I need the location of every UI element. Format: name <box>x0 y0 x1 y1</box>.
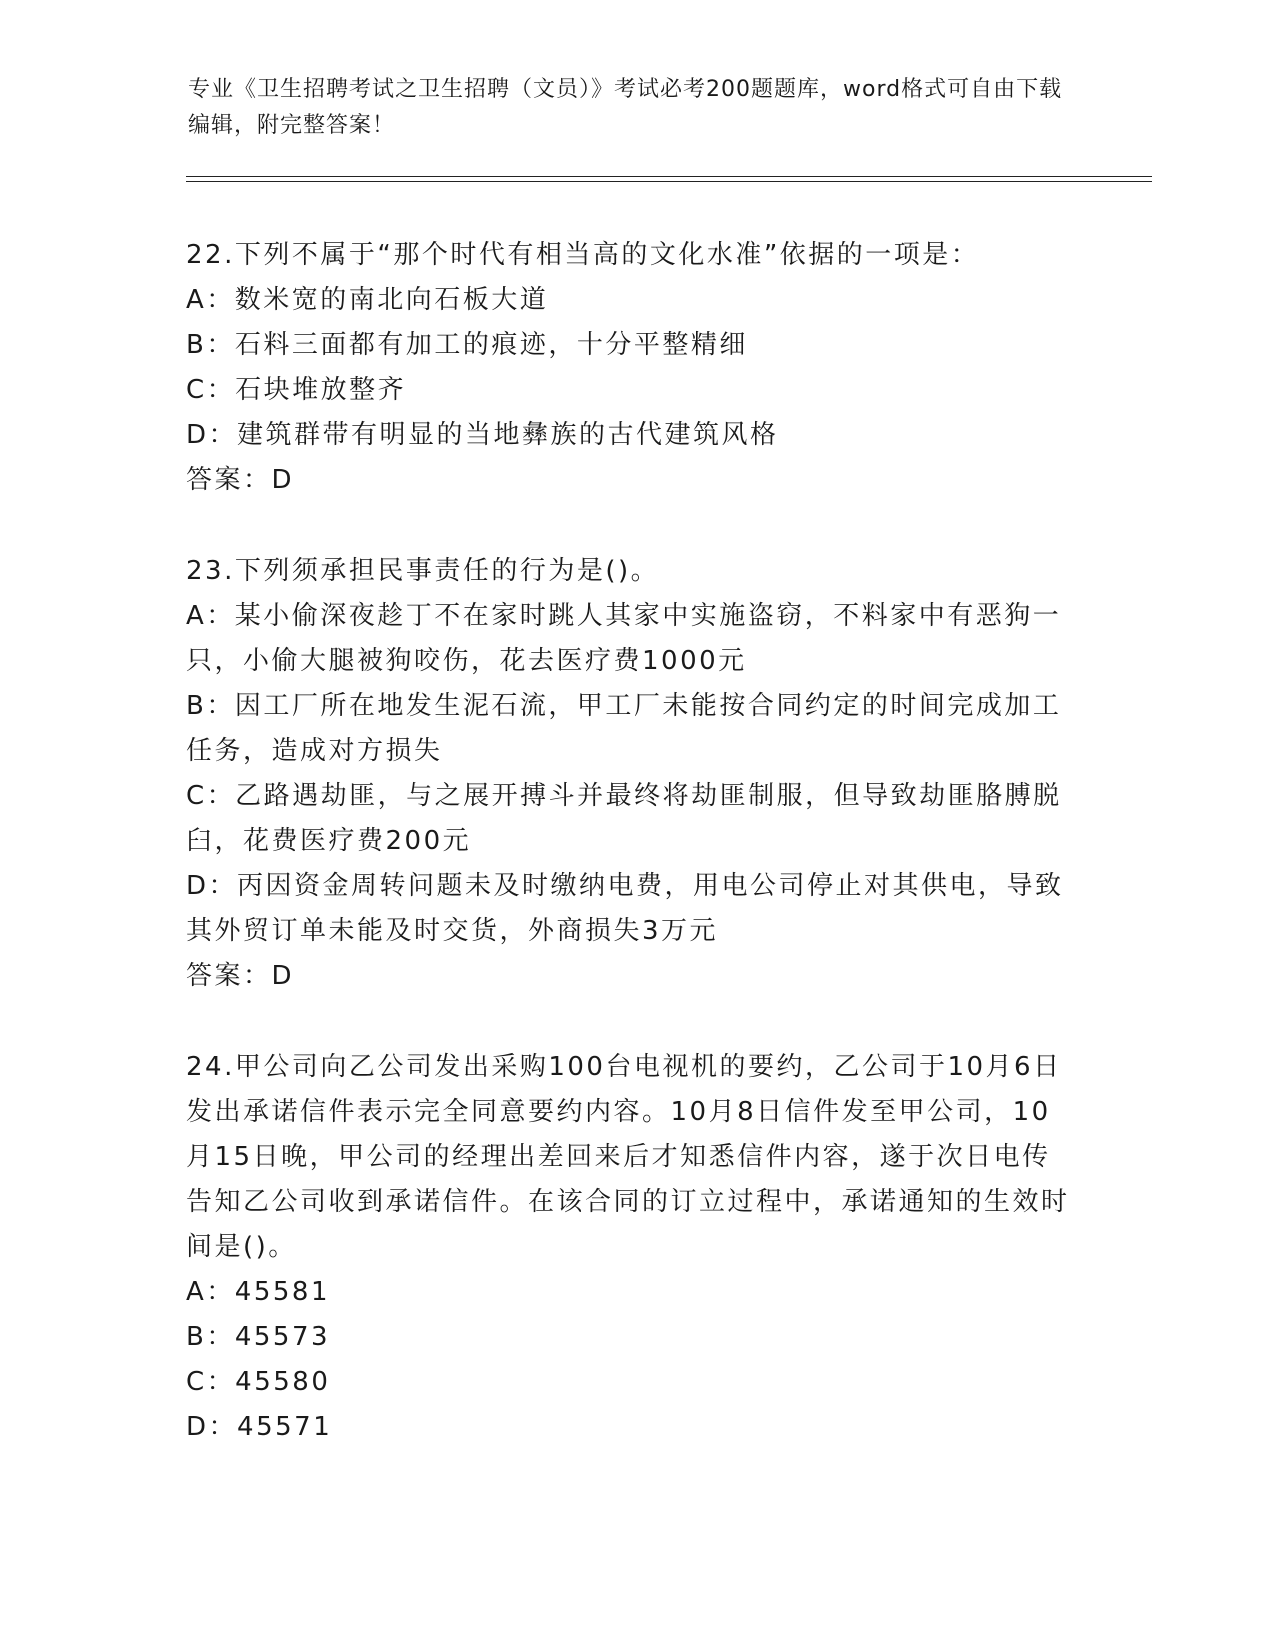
question-stem: 24.甲公司向乙公司发出采购100台电视机的要约，乙公司于10月6日发出承诺信件表示完全同意要约内容。10月8日信件发至甲公司，10月15日晚，甲公司的经理出差回来后才知悉信件内容，遂于次日电传告知乙公司收到承诺信件。在该合同的订立过程中，承诺通知的生效时间是()。 <box>186 1052 1070 1262</box>
answer: 答案：D <box>186 961 295 991</box>
answer: 答案：D <box>186 465 295 495</box>
option-a: A：某小偷深夜趁丁不在家时跳人其家中实施盗窃，不料家中有恶狗一只，小偷大腿被狗咬伤，花去医疗费1000元 <box>186 601 1062 676</box>
question-22 <box>186 233 1076 503</box>
option-c: C：乙路遇劫匪，与之展开搏斗并最终将劫匪制服，但导致劫匪胳膊脱臼，花费医疗费200元 <box>186 781 1062 856</box>
header-rule-top <box>186 176 1152 177</box>
option-d: D：建筑群带有明显的当地彝族的古代建筑风格 <box>186 420 779 450</box>
option-c: C：石块堆放整齐 <box>186 375 407 405</box>
question-stem: 22.下列不属于“那个时代有相当高的文化水准”依据的一项是： <box>186 240 980 270</box>
option-b: B：45573 <box>186 1322 331 1352</box>
option-b: B：石料三面都有加工的痕迹，十分平整精细 <box>186 330 748 360</box>
question-24 <box>186 1045 1076 1450</box>
option-d: D：丙因资金周转问题未及时缴纳电费，用电公司停止对其供电，导致其外贸订单未能及时交货，外商损失3万元 <box>186 871 1064 946</box>
header-rule-bottom <box>186 181 1152 182</box>
question-23 <box>186 549 1076 999</box>
option-c: C：45580 <box>186 1367 331 1397</box>
question-list <box>186 233 1076 1496</box>
option-d: D：45571 <box>186 1412 333 1442</box>
option-a: A：45581 <box>186 1277 330 1307</box>
option-a: A：数米宽的南北向石板大道 <box>186 285 549 315</box>
document-header: 专业《卫生招聘考试之卫生招聘（文员）》考试必考200题题库，word格式可自由下载编辑，附完整答案！ <box>188 77 1063 138</box>
question-stem: 23.下列须承担民事责任的行为是()。 <box>186 556 660 586</box>
option-b: B：因工厂所在地发生泥石流，甲工厂未能按合同约定的时间完成加工任务，造成对方损失 <box>186 691 1062 766</box>
